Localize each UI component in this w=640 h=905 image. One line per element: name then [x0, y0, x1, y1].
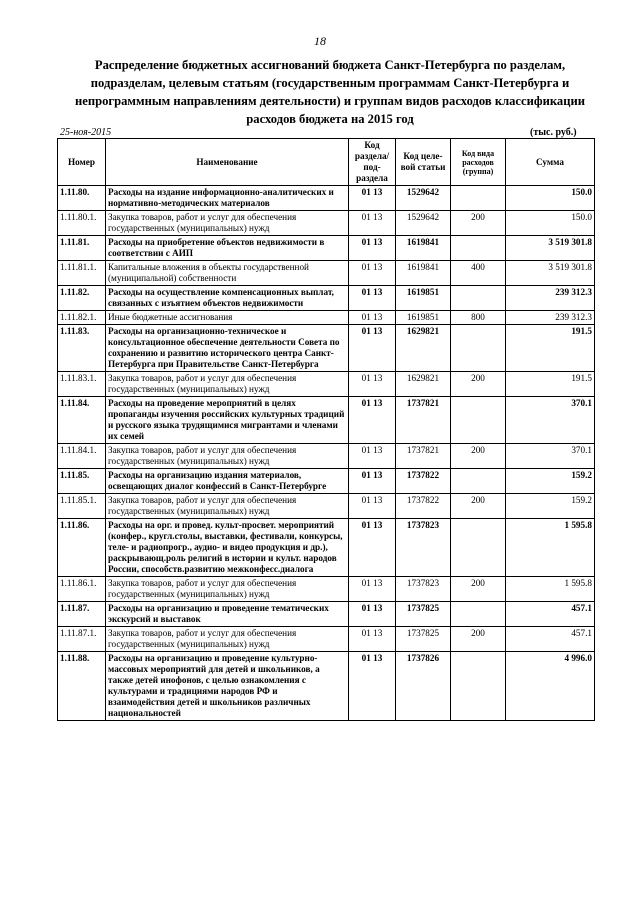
section-code: 01: [361, 470, 371, 480]
section-code: 01: [361, 653, 371, 663]
row-number: 1.11.84.: [58, 397, 106, 444]
table-row: [58, 444, 595, 469]
table-row: [58, 577, 595, 602]
row-number: 1.11.82.1.: [58, 311, 106, 325]
row-sum: 370.1: [506, 444, 595, 469]
table-row: [58, 494, 595, 519]
subsection-code: 13: [373, 312, 383, 322]
row-name: Закупка товаров, работ и услуг для обеспечения государственных (муниципальных) нужд: [106, 627, 349, 652]
row-sum: 3 519 301.8: [506, 236, 595, 261]
header-sum: Сумма: [506, 139, 595, 186]
row-section-code: [349, 236, 396, 261]
document-title: Распределение бюджетных ассигнований бюджета Санкт-Петербурга по разделам, подразделам, целевым статьям (государственным программам Санкт-Петербурга и непрограммным направлениям деятельности) и группам видов расходов классификации расходов бюджета на 2015 год: [75, 58, 585, 126]
row-name: Капитальные вложения в объекты государственной (муниципальной) собственности: [106, 261, 349, 286]
header-article: Код целе-вой статьи: [396, 139, 451, 186]
section-code: 01: [361, 495, 371, 505]
section-code: 01: [361, 445, 371, 455]
row-type-code: [451, 236, 506, 261]
row-type-code: 200: [451, 211, 506, 236]
subsection-code: 13: [373, 287, 383, 297]
section-code: 01: [361, 237, 371, 247]
subsection-code: 13: [373, 470, 383, 480]
row-section-code: [349, 444, 396, 469]
row-section-code: [349, 469, 396, 494]
row-name: Закупка товаров, работ и услуг для обеспечения государственных (муниципальных) нужд: [106, 494, 349, 519]
row-sum: 3 519 301.8: [506, 261, 595, 286]
row-number: 1.11.87.1.: [58, 627, 106, 652]
row-article-code: 1737823: [396, 519, 451, 577]
row-sum: 150.0: [506, 186, 595, 211]
row-article-code: 1619841: [396, 261, 451, 286]
row-type-code: 200: [451, 494, 506, 519]
row-section-code: [349, 211, 396, 236]
subsection-code: 13: [373, 373, 383, 383]
section-code: 01: [361, 212, 371, 222]
row-article-code: 1737821: [396, 444, 451, 469]
row-number: 1.11.86.: [58, 519, 106, 577]
section-code: 01: [361, 603, 371, 613]
row-name: Расходы на издание информационно-аналитических и нормативно-методических материалов: [106, 186, 349, 211]
row-sum: 1 595.8: [506, 519, 595, 577]
row-number: 1.11.83.: [58, 325, 106, 372]
units-label: (тыс. руб.): [530, 127, 577, 138]
row-section-code: [349, 186, 396, 211]
row-name: Расходы на осуществление компенсационных выплат, связанных с изъятием объектов недвижимости: [106, 286, 349, 311]
table-row: [58, 186, 595, 211]
subsection-code: 13: [373, 398, 383, 408]
row-name: Иные бюджетные ассигнования: [106, 311, 349, 325]
table-row: [58, 469, 595, 494]
row-article-code: 1619851: [396, 311, 451, 325]
subsection-code: 13: [373, 445, 383, 455]
subsection-code: 13: [373, 262, 383, 272]
section-code: 01: [361, 373, 371, 383]
row-section-code: [349, 261, 396, 286]
row-name: Расходы на организацию издания материалов, освещающих диалог конфессий в Санкт-Петербурге: [106, 469, 349, 494]
subsection-code: 13: [373, 237, 383, 247]
row-sum: 1 595.8: [506, 577, 595, 602]
subsection-code: 13: [373, 628, 383, 638]
row-article-code: 1737826: [396, 652, 451, 721]
row-sum: 4 996.0: [506, 652, 595, 721]
row-name: Закупка товаров, работ и услуг для обеспечения государственных (муниципальных) нужд: [106, 444, 349, 469]
row-article-code: 1629821: [396, 325, 451, 372]
row-sum: 159.2: [506, 494, 595, 519]
row-number: 1.11.86.1.: [58, 577, 106, 602]
row-article-code: 1737825: [396, 602, 451, 627]
row-sum: 239 312.3: [506, 311, 595, 325]
table-row: [58, 627, 595, 652]
row-number: 1.11.87.: [58, 602, 106, 627]
row-article-code: 1737822: [396, 494, 451, 519]
row-name: Расходы на проведение мероприятий в целях пропаганды изучения российских культурных традиций и русского языка трудящимися мигрантами и членами их семей: [106, 397, 349, 444]
row-section-code: [349, 627, 396, 652]
row-name: Расходы на приобретение объектов недвижимости в соответствии с АИП: [106, 236, 349, 261]
row-type-code: 800: [451, 311, 506, 325]
row-section-code: [349, 372, 396, 397]
row-sum: 457.1: [506, 602, 595, 627]
row-type-code: 400: [451, 261, 506, 286]
row-sum: 150.0: [506, 211, 595, 236]
row-sum: 239 312.3: [506, 286, 595, 311]
row-name: Расходы на организационно-техническое и консультационное обеспечение деятельности Совета по сохранению и развитию исторического центра Санкт-Петербурга при Правительстве Санкт-Петербурга: [106, 325, 349, 372]
row-number: 1.11.85.: [58, 469, 106, 494]
row-article-code: 1629821: [396, 372, 451, 397]
row-section-code: [349, 397, 396, 444]
table-row: [58, 325, 595, 372]
subsection-code: 13: [373, 603, 383, 613]
row-article-code: 1737823: [396, 577, 451, 602]
section-code: 01: [361, 326, 371, 336]
section-code: 01: [361, 578, 371, 588]
subsection-code: 13: [373, 495, 383, 505]
row-type-code: [451, 286, 506, 311]
row-name: Расходы на организацию и проведение тематических экскурсий и выставок: [106, 602, 349, 627]
table-row: [58, 602, 595, 627]
row-type-code: [451, 602, 506, 627]
table-row: [58, 519, 595, 577]
row-article-code: 1529642: [396, 211, 451, 236]
section-code: 01: [361, 187, 371, 197]
row-article-code: 1529642: [396, 186, 451, 211]
row-type-code: [451, 397, 506, 444]
table-row: [58, 311, 595, 325]
row-number: 1.11.81.1.: [58, 261, 106, 286]
header-type: Код вида расходов (группа): [451, 139, 506, 186]
subsection-code: 13: [373, 212, 383, 222]
row-name: Закупка товаров, работ и услуг для обеспечения государственных (муниципальных) нужд: [106, 211, 349, 236]
page-number: 18: [314, 34, 326, 48]
table-row: [58, 397, 595, 444]
table-row: [58, 286, 595, 311]
row-type-code: 200: [451, 627, 506, 652]
row-number: 1.11.82.: [58, 286, 106, 311]
header-num: Номер: [58, 139, 106, 186]
row-number: 1.11.81.: [58, 236, 106, 261]
subsection-code: 13: [373, 326, 383, 336]
section-code: 01: [361, 520, 371, 530]
row-section-code: [349, 494, 396, 519]
section-code: 01: [361, 312, 371, 322]
row-section-code: [349, 602, 396, 627]
row-section-code: [349, 577, 396, 602]
row-name: Закупка товаров, работ и услуг для обеспечения государственных (муниципальных) нужд: [106, 577, 349, 602]
row-type-code: 200: [451, 444, 506, 469]
row-name: Расходы на орг. и провед. культ-просвет. мероприятий (конфер., кругл.столы, выставки, фестивали, конкурсы, теле- и радиопрогр., аудио- и видео продукция и др.), раскрывающ.роль религий в истории и культ. народов России, способств.развитию межконфесс.диалога: [106, 519, 349, 577]
row-number: 1.11.80.: [58, 186, 106, 211]
subsection-code: 13: [373, 187, 383, 197]
row-section-code: [349, 311, 396, 325]
table-row: [58, 236, 595, 261]
row-section-code: [349, 519, 396, 577]
row-article-code: 1737825: [396, 627, 451, 652]
subsection-code: 13: [373, 520, 383, 530]
row-number: 1.11.85.1.: [58, 494, 106, 519]
row-type-code: [451, 469, 506, 494]
table-row: [58, 261, 595, 286]
document-date: 25-ноя-2015: [60, 127, 112, 138]
section-code: 01: [361, 262, 371, 272]
row-section-code: [349, 652, 396, 721]
table-row: [58, 211, 595, 236]
row-sum: 191.5: [506, 325, 595, 372]
row-type-code: [451, 325, 506, 372]
row-sum: 191.5: [506, 372, 595, 397]
row-section-code: [349, 286, 396, 311]
row-article-code: 1737822: [396, 469, 451, 494]
row-name: Закупка товаров, работ и услуг для обеспечения государственных (муниципальных) нужд: [106, 372, 349, 397]
row-article-code: 1737821: [396, 397, 451, 444]
row-article-code: 1619851: [396, 286, 451, 311]
row-article-code: 1619841: [396, 236, 451, 261]
row-type-code: 200: [451, 372, 506, 397]
row-sum: 457.1: [506, 627, 595, 652]
row-type-code: 200: [451, 577, 506, 602]
section-code: 01: [361, 628, 371, 638]
row-number: 1.11.84.1.: [58, 444, 106, 469]
row-sum: 159.2: [506, 469, 595, 494]
section-code: 01: [361, 398, 371, 408]
row-section-code: [349, 325, 396, 372]
row-number: 1.11.80.1.: [58, 211, 106, 236]
row-number: 1.11.83.1.: [58, 372, 106, 397]
section-code: 01: [361, 287, 371, 297]
row-number: 1.11.88.: [58, 652, 106, 721]
subsection-code: 13: [373, 578, 383, 588]
table-header-row: [58, 139, 595, 186]
row-name: Расходы на организацию и проведение культурно-массовых мероприятий для детей и школьников, а также детей инофонов, с целью ознакомления с культурами и традициями народов РФ и взаимодействия детей и школьников различных национальностей: [106, 652, 349, 721]
row-type-code: [451, 652, 506, 721]
row-sum: 370.1: [506, 397, 595, 444]
table-row: [58, 652, 595, 721]
row-type-code: [451, 519, 506, 577]
budget-table: [57, 138, 595, 721]
header-section: Код раздела/ под-раздела: [349, 139, 396, 186]
subsection-code: 13: [373, 653, 383, 663]
header-name: Наименование: [106, 139, 349, 186]
table-row: [58, 372, 595, 397]
row-type-code: [451, 186, 506, 211]
